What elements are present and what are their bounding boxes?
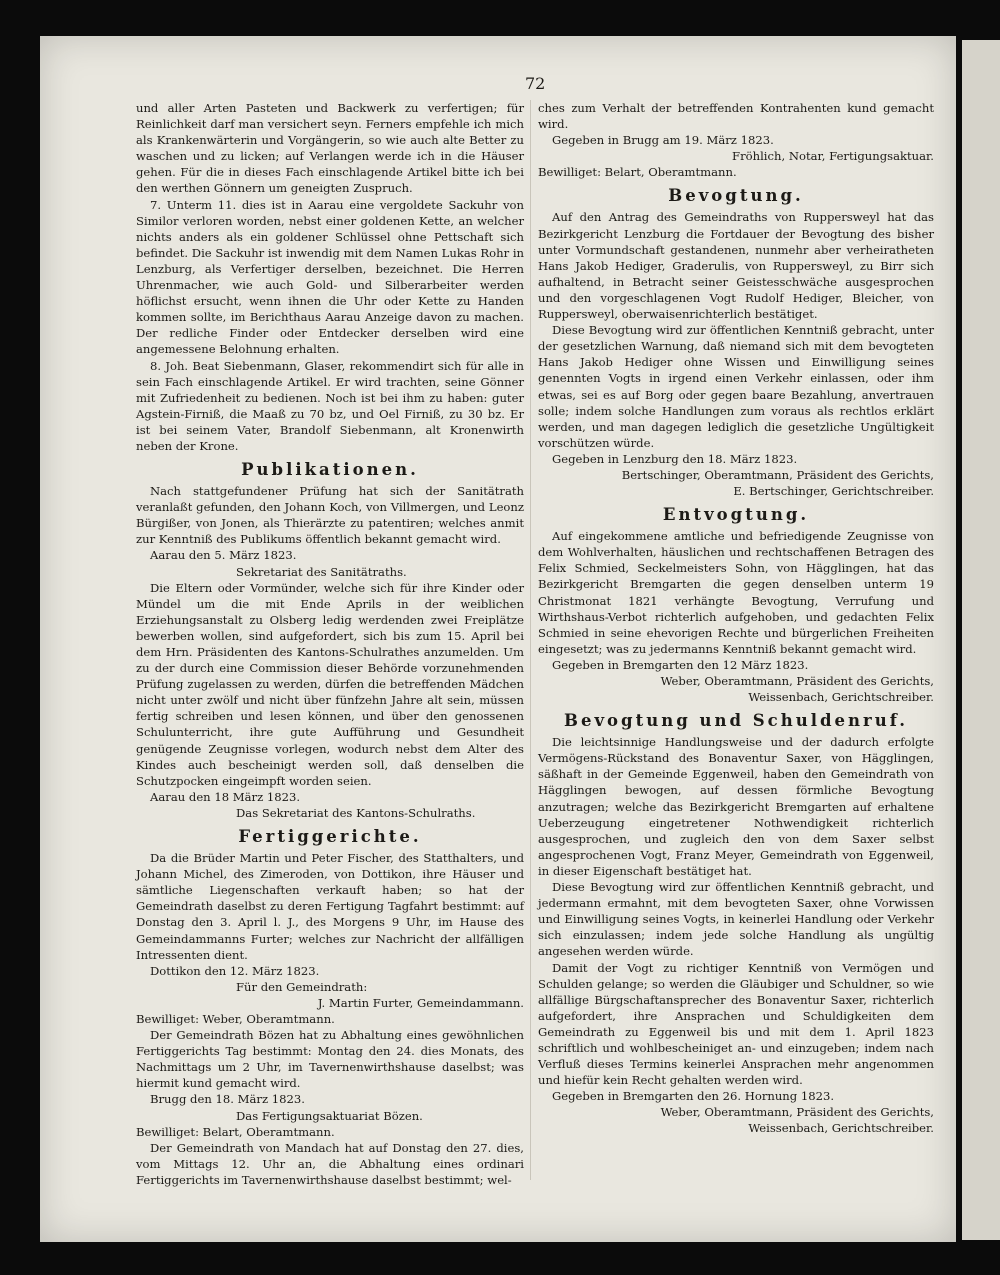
paragraph: Auf eingekommene amtliche und befriedigende Zeugnisse von dem Wohlverhalten, häuslichen und rechtschaffenen Betragen des Felix Schmied, Seckelmeisters Sohn, von Hägglingen, hat das Bezirkgericht Bremgarten die gegen denselben unterm 19 Christmonat 1821 verhängte Bevogtung, Verrufung und Wirthshaus-Verbot richterlich aufgehoben, und gedachten Felix Schmied in seine ehevorigen Rechte und bürgerlichen Freiheiten eingesetzt; was zu jedermanns Kenntniß bekannt gemacht wird.	[538, 529, 934, 656]
section-heading-schuldenruf: Bevogtung und Schuldenruf.	[564, 711, 908, 731]
signature: J. Martin Furter, Gemeindammann.	[317, 995, 524, 1010]
signature: Für den Gemeindrath:	[236, 979, 368, 994]
dateline: Dottikon den 12. März 1823.	[150, 963, 320, 978]
paragraph: 8. Joh. Beat Siebenmann, Glaser, rekommendirt sich für alle in sein Fach einschlagende Artikel. Er wird trachten, seine Gönner mit Zufriedenheit zu bedienen. Noch ist bei ihm zu haben: guter Agstein-Firniß, die Maaß zu 70 bz, und Oel Firniß, zu 30 bz. Er ist bei seinem Vater, Brandolf Siebenmann, alt Kronenwirth neben der Krone.	[136, 358, 524, 453]
signature: Sekretariat des Sanitätraths.	[236, 564, 407, 579]
dateline: Brugg den 18. März 1823.	[150, 1092, 305, 1107]
paragraph: ches zum Verhalt der betreffenden Kontrahenten kund gemacht wird.	[538, 101, 934, 132]
page-number: 72	[525, 74, 546, 93]
paragraph: Damit der Vogt zu richtiger Kenntniß von Vermögen und Schulden gelange; so werden die Gläubiger und Schuldner, so wie allfällige Bürgschaftansprecher des Bonaventur Saxer, richterlich aufgefordert, ihre Ansprachen und Schuldigkeiten dem Gemeindrath zu Eggenweil bis und mit dem 1. April 1823 schriftlich und wohlbescheiniget an- und einzugeben; indem nach Verfluß dieses Termins keinerlei Ansprachen mehr angenommen und hiefür kein Recht gehalten werden wird.	[538, 960, 934, 1088]
signature: Das Fertigungsaktuariat Bözen.	[236, 1108, 423, 1123]
paragraph: 7. Unterm 11. dies ist in Aarau eine vergoldete Sackuhr von Similor verloren worden, nebst einer goldenen Kette, an welcher nichts anders als ein goldener Schlüssel ohne Pettschaft sich befindet. Die Sackuhr ist inwendig mit dem Namen Lukas Rohr in Lenzburg, als Verfertiger derselben, bezeichnet. Die Herren Uhrenmacher, wie auch Gold- und Silberarbeiter werden höflichst ersucht, wenn ihnen die Uhr oder Kette zu Handen kommen sollte, im Berichthaus Aarau Anzeige davon zu machen. Der redliche Finder oder Entdecker derselben wird eine angemessene Belohnung erhalten.	[136, 197, 524, 357]
paragraph: Der Gemeindrath Bözen hat zu Abhaltung eines gewöhnlichen Fertiggerichts Tag bestimmt: Montag den 24. dies Monats, des Nachmittags um 2 Uhr, im Tavernenwirthshause daselbst; was hiermit kund gemacht wird.	[136, 1028, 524, 1091]
dateline: Gegeben in Brugg am 19. März 1823.	[552, 133, 774, 148]
approval-line: Bewilliget: Belart, Oberamtmann.	[538, 165, 737, 180]
signature: Bertschinger, Oberamtmann, Präsident des Gerichts,	[621, 467, 934, 482]
left-column	[136, 100, 524, 1188]
dateline: Gegeben in Bremgarten den 26. Hornung 1823.	[552, 1089, 835, 1104]
signature: Weissenbach, Gerichtschreiber.	[748, 1121, 934, 1136]
dateline: Gegeben in Lenzburg den 18. März 1823.	[552, 451, 798, 466]
paragraph: Diese Bevogtung wird zur öffentlichen Kenntniß gebracht, unter der gesetzlichen Warnung, daß niemand sich mit dem bevogteten Hans Jakob Hediger ohne Wissen und Einwilligung seines genennten Vogts in irgend einen Verkehr einlassen, oder ihm etwas, sei es auf Borg oder gegen baare Bezahlung, anvertrauen solle; indem solche Handlungen zum voraus als rechtlos erklärt werden, und man dagegen lediglich die gesetzliche Ungültigkeit vorschützen würde.	[538, 323, 934, 450]
section-heading-publikationen: Publikationen.	[241, 460, 419, 480]
paragraph: Die leichtsinnige Handlungsweise und der dadurch erfolgte Vermögens-Rückstand des Bonaventur Saxer, von Hägglingen, säßhaft in der Gemeinde Eggenweil, haben den Gemeindrath von Hägglingen bewogen, auf dessen förmliche Bevogtung anzutragen; welche das Bezirkgericht Bremgarten auf erhaltene Ueberzeugung eingetretener Nothwendigkeit richterlich ausgesprochen, und zugleich den von dem Saxer selbst angesprochenen Vogt, Franz Meyer, Gemeindrath von Eggenweil, in dieser Eigenschaft bestätiget hat.	[538, 735, 934, 878]
right-column	[538, 100, 934, 1137]
signature: Weber, Oberamtmann, Präsident des Gerichts,	[660, 1105, 934, 1120]
approval-line: Bewilliget: Belart, Oberamtmann.	[136, 1124, 335, 1139]
signature: Fröhlich, Notar, Fertigungsaktuar.	[732, 149, 934, 164]
section-heading-fertiggerichte: Fertiggerichte.	[238, 827, 422, 847]
approval-line: Bewilliget: Weber, Oberamtmann.	[136, 1011, 335, 1026]
paragraph: Da die Brüder Martin und Peter Fischer, des Statthalters, und Johann Michel, des Zimeroden, von Dottikon, ihre Häuser und sämtliche Liegenschaften verkauft haben; so hat der Gemeindrath daselbst zu deren Fertigung Tagfahrt bestimmt: auf Donstag den 3. April l. J., des Morgens 9 Uhr, im Hause des Gemeindammanns Furter; welches zur Nachricht der allfälligen Intressenten dient.	[136, 851, 524, 962]
section-heading-entvogtung: Entvogtung.	[662, 505, 810, 525]
dateline: Aarau den 5. März 1823.	[150, 548, 297, 563]
signature: Das Sekretariat des Kantons-Schulraths.	[236, 805, 476, 820]
dateline: Aarau den 18 März 1823.	[150, 789, 301, 804]
dateline: Gegeben in Bremgarten den 12 März 1823.	[552, 657, 809, 672]
next-page-edge	[962, 40, 1000, 1240]
paragraph: Auf den Antrag des Gemeindraths von Ruppersweyl hat das Bezirkgericht Lenzburg die Fortdauer der Bevogtung des bisher unter Vormundschaft gestandenen, nunmehr aber verheiratheten Hans Jakob Hediger, Graderulis, von Ruppersweyl, zu Birr sich aufhaltend, in Betracht seiner Geistesschwäche ausgesprochen und den vorgeschlagenen Vogt Rudolf Hediger, Bleicher, von Ruppersweyl, oberwaisenrichterlich bestätiget.	[538, 210, 934, 322]
signature: E. Bertschinger, Gerichtschreiber.	[733, 484, 934, 499]
paragraph: und aller Arten Pasteten und Backwerk zu verfertigen; für Reinlichkeit darf man versichert seyn. Ferners empfehle ich mich als Krankenwärterin und Vorgängerin, so wie auch alte Better zu waschen und zu licken; auf Verlangen werde ich in die Häuser gehen. Für die in dieses Fach einschlagende Artikel bitte ich bei den werthen Gönnern um geneigten Zuspruch.	[136, 101, 524, 196]
section-heading-bevogtung: Bevogtung.	[668, 186, 804, 206]
signature: Weissenbach, Gerichtschreiber.	[748, 690, 934, 705]
signature: Weber, Oberamtmann, Präsident des Gerichts,	[660, 674, 934, 688]
paragraph: Nach stattgefundener Prüfung hat sich der Sanitätrath veranlaßt gefunden, den Johann Koch, von Villmergen, und Leonz Bürgißer, von Jonen, als Thierärzte zu patentiren; welches anmit zur Kenntniß des Publikums öffentlich bekannt gemacht wird.	[136, 484, 524, 547]
paragraph: Diese Bevogtung wird zur öffentlichen Kenntniß gebracht, und jedermann ermahnt, mit dem bevogteten Saxer, ohne Vorwissen und Einwilligung seines Vogts, in keinerlei Handlung oder Verkehr sich einzulassen; indem jede solche Handlung als ungültig angesehen werden würde.	[538, 880, 934, 959]
paragraph: Der Gemeindrath von Mandach hat auf Donstag den 27. dies, vom Mittags 12. Uhr an, die Abhaltung eines ordinari Fertiggerichts im Tavernenwirthshause daselbst bestimmt; wel-	[136, 1140, 524, 1187]
column-divider	[530, 100, 531, 1180]
paragraph: Die Eltern oder Vormünder, welche sich für ihre Kinder oder Mündel um die mit Ende Aprils in der weiblichen Erziehungsanstalt zu Olsberg ledig werdenden zwei Freiplätze bewerben wollen, sind aufgefordert, sich bis zum 15. April bei dem Hrn. Präsidenten des Kantons-Schulrathes anzumelden. Um zu der durch eine Commission dieser Behörde vorzunehmenden Prüfung zugelassen zu werden, dürfen die betreffenden Mädchen nicht unter zwölf und nicht über fünfzehn Jahre alt sein, müssen fertig schreiben und lesen können, und über den genossenen Schulunterricht, ihre gute Aufführung und Gesundheit genügende Zeugnisse vorlegen, wodurch nebst dem Alter des Kindes auch bescheinigt werden soll, daß denselben die Schutzpocken eingeimpft worden seien.	[136, 580, 524, 788]
